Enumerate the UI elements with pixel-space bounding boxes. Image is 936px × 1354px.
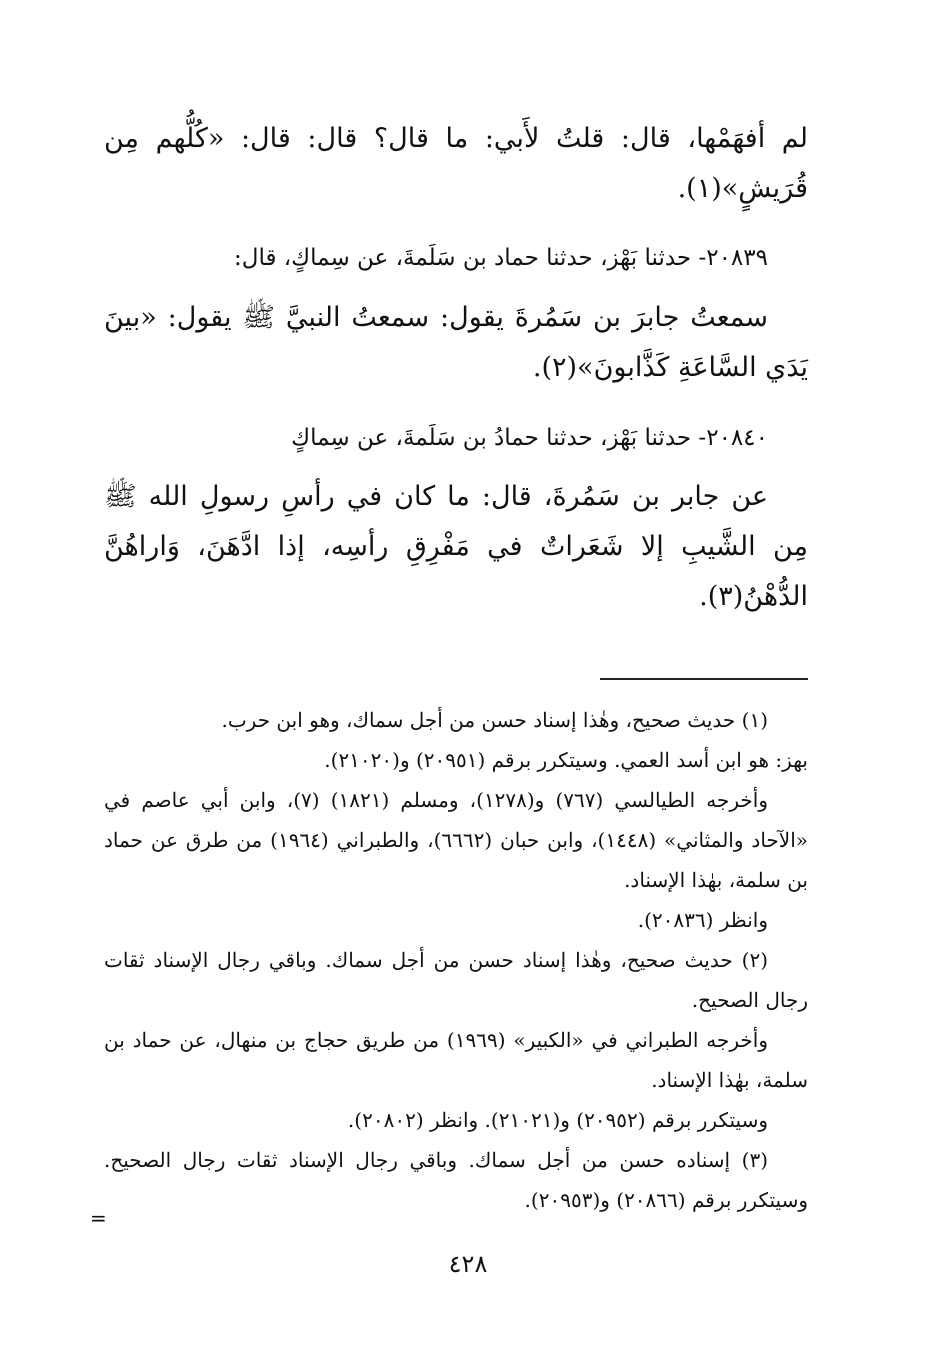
continuation-mark: = <box>90 1206 107 1230</box>
footnote-2-line: وسيتكرر برقم (٢٠٩٥٢) و(٢١٠٢١). وانظر (٢٠٨٠٢). <box>347 1108 768 1132</box>
hadith-20840-heading <box>200 418 808 458</box>
footnote-2: (٢) حديث صحيح، وهٰذا إسناد حسن من أجل سماك. وباقي رجال الإسناد ثقات رجال الصحيح. <box>104 948 808 1012</box>
footnote-1: (١) حديث صحيح، وهٰذا إسناد حسن من أجل سماك، وهو ابن حرب. <box>221 708 768 732</box>
main-text: لم أفهَمْها، قال: قلتُ لأَبي: ما قال؟ قال: قال: «كُلُّهم مِن قُرَيشٍ»(١). <box>104 123 808 204</box>
page-number: ٤٢٨ <box>448 1250 488 1278</box>
hadith-heading-text: ٢٠٨٣٩- حدثنا بَهْز، حدثنا حماد بن سَلَمةَ، عن سِماكٍ، قال: <box>233 245 768 271</box>
hadith-20840-body <box>104 472 808 622</box>
footnote-1-line: وأخرجه الطيالسي (٧٦٧) و(١٢٧٨)، ومسلم (١٨٢١) (٧)، وابن أبي عاصم في «الآحاد والمثاني» (١٤٤٨)، وابن حبان (٦٦٦٢)، والطبراني (١٩٦٤) من طرق عن حماد بن سلمة، بهٰذا الإسناد. <box>104 788 808 892</box>
hadith-20839-body <box>104 293 808 393</box>
hadith-heading-text: ٢٠٨٤٠- حدثنا بَهْز، حدثنا حمادُ بن سَلَمةَ، عن سِماكٍ <box>291 425 768 451</box>
footnote-1-line: بهز: هو ابن أسد العمي. وسيتكرر برقم (٢٠٩٥١) و(٢١٠٢٠). <box>324 748 808 772</box>
hadith-20839-heading <box>150 238 808 278</box>
hadith-body-text: سمعتُ جابرَ بن سَمُرةَ يقول: سمعتُ النبيَّ ﷺ يقول: «بينَ يَدَي السَّاعَةِ كَذَّابونَ»(٢). <box>104 302 808 383</box>
main-paragraph-1 <box>104 114 808 214</box>
footnote-3: (٣) إسناده حسن من أجل سماك. وباقي رجال الإسناد ثقات رجال الصحيح. وسيتكرر برقم (٢٠٨٦٦) و(٢٠٩٥٣). <box>104 1148 808 1212</box>
footnote-divider <box>600 678 808 680</box>
footnote-2-line: وأخرجه الطبراني في «الكبير» (١٩٦٩) من طريق حجاج بن منهال، عن حماد بن سلمة، بهٰذا الإسناد. <box>104 1028 808 1092</box>
hadith-body-text: عن جابر بن سَمُرةَ، قال: ما كان في رأسِ رسولِ الله ﷺ مِن الشَّيبِ إلا شَعَراتٌ في مَفْرِقِ رأسِه، إذا ادَّهَنَ، وَاراهُنَّ الدُّهْنُ(٣). <box>104 481 808 612</box>
footnotes <box>104 700 808 1220</box>
footnote-1-line: وانظر (٢٠٨٣٦). <box>637 908 768 932</box>
